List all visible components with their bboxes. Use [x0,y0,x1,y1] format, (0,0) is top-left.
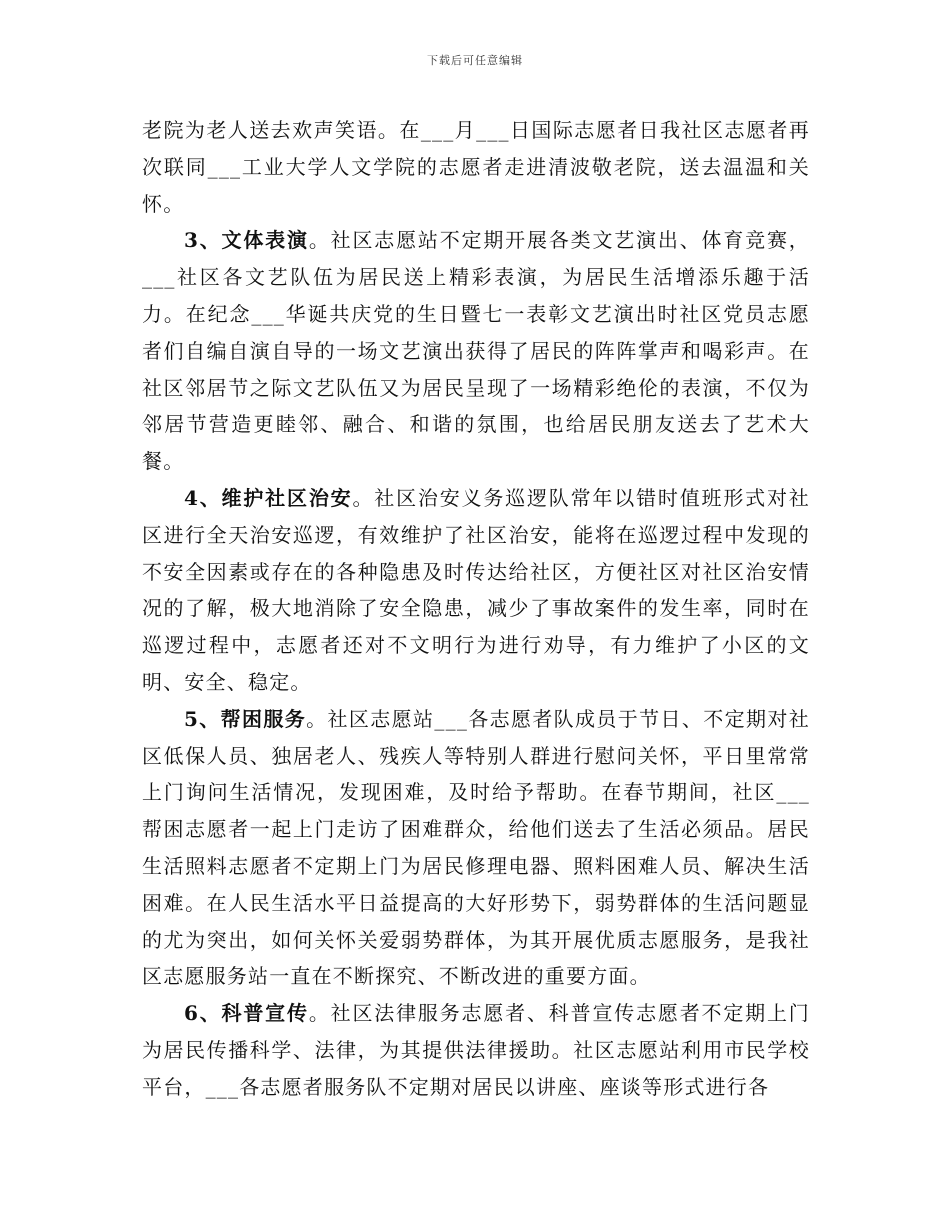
paragraph-text: 。社区志愿站___各志愿者队成员于节日、不定期对社区低保人员、独居老人、残疾人等特别人群进行慰问关怀，平日里常常上门询问生活情况，发现困难，及时给予帮助。在春节期间，社区___帮困志愿者一起上门走访了困难群众，给他们送去了生活必须品。居民生活照料志愿者不定期上门为居民修理电器、照料困难人员、解决生活困难。在人民生活水平日益提高的大好形势下，弱势群体的生活问题显的尤为突出，如何关怀关爱弱势群体，为其开展优质志愿服务，是我社区志愿服务站一直在不断探究、不断改进的重要方面。 [142,706,811,989]
page-header: 下载后可任意编辑 [427,54,523,67]
paragraph-heading: 4、维护社区治安 [184,485,353,510]
paragraph-text: 。社区治安义务巡逻队常年以错时值班形式对社区进行全天治安巡逻，有效维护了社区治安，能将在巡逻过程中发现的不安全因素或存在的各种隐患及时传达给社区，方便社区对社区治安情况的了解，极大地消除了安全隐患，减少了事故案件的发生率，同时在巡逻过程中，志愿者还对不文明行为进行劝导，有力维护了小区的文明、安全、稳定。 [142,485,810,694]
paragraph-heading: 3、文体表演 [184,228,309,253]
document-body [142,112,810,1106]
paragraph-text: 。社区法律服务志愿者、科普宣传志愿者不定期上门为居民传播科学、法律，为其提供法律援助。社区志愿站利用市民学校平台，___各志愿者服务队不定期对居民以讲座、座谈等形式进行各 [142,1001,810,1099]
paragraph-heading: 5、帮困服务 [184,706,307,731]
paragraph-text: 。社区志愿站不定期开展各类文艺演出、体育竞赛，___社区各文艺队伍为居民送上精彩表演，为居民生活增添乐趣于活力。在纪念___华诞共庆党的生日暨七一表彰文艺演出时社区党员志愿者们自编自演自导的一场文艺演出获得了居民的阵阵掌声和喝彩声。在社区邻居节之际文艺队伍又为居民呈现了一场精彩绝伦的表演，不仅为邻居节营造更睦邻、融合、和谐的氛围，也给居民朋友送去了艺术大餐。 [142,228,810,474]
paragraph-continuation [142,112,810,222]
paragraph-assistance [142,701,810,995]
paragraph-security [142,480,810,701]
paragraph-heading: 6、科普宣传 [184,1001,309,1026]
paragraph-performances [142,222,810,480]
paragraph-text: 老院为老人送去欢声笑语。在___月___日国际志愿者日我社区志愿者再次联同___工业大学人文学院的志愿者走进清波敬老院，送去温温和关怀。 [142,118,810,216]
paragraph-science [142,995,810,1105]
